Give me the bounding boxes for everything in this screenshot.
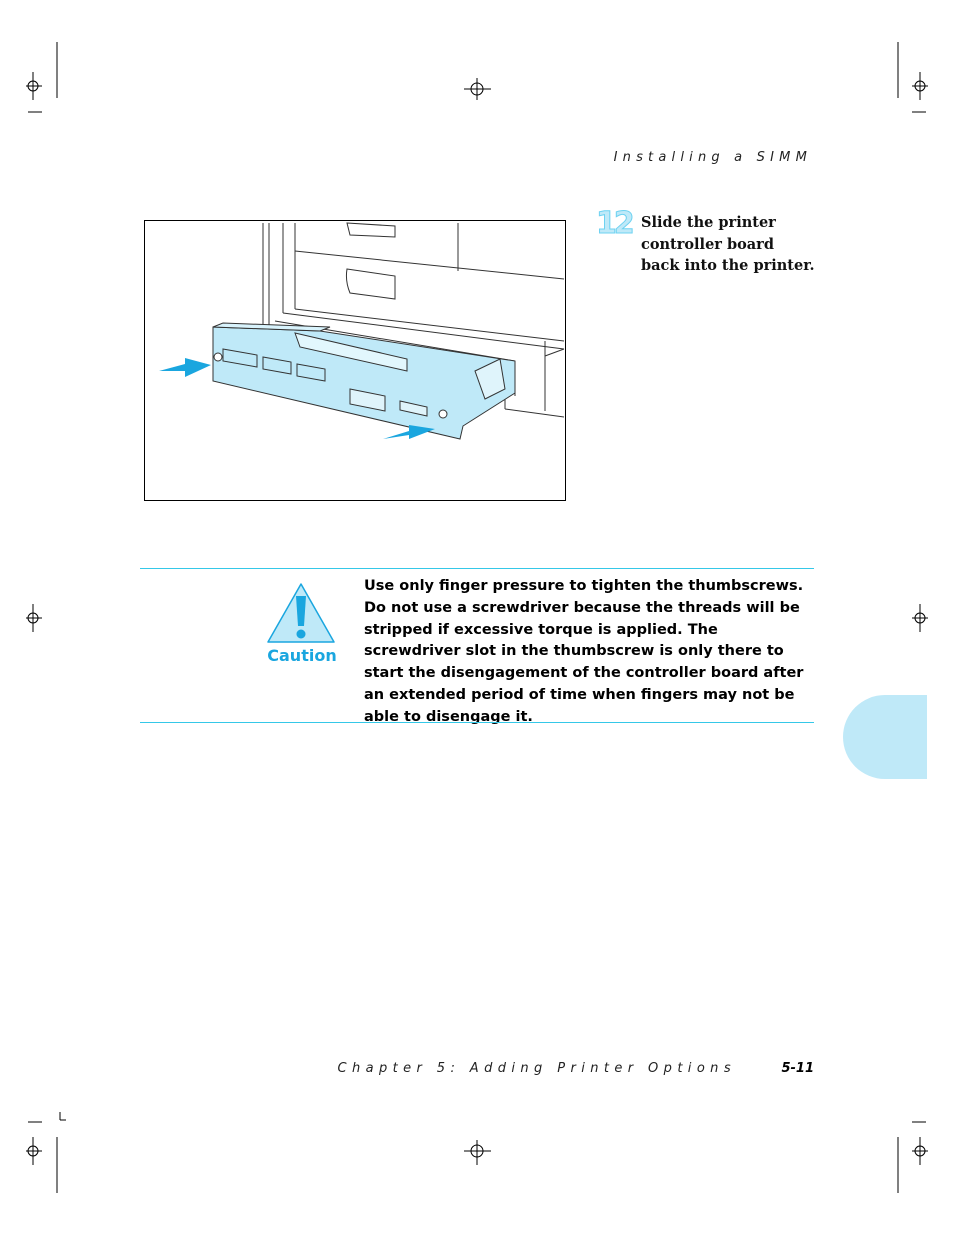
caution-top-rule xyxy=(140,568,814,569)
page-number: 5-11 xyxy=(781,1061,814,1076)
caution-label: Caution xyxy=(267,646,337,665)
step-number: 12 xyxy=(596,206,632,241)
exclamation-triangle-icon xyxy=(266,582,336,644)
running-footer: Chapter 5: Adding Printer Options xyxy=(337,1061,736,1076)
step-instruction: Slide the printer controller board back into the printer. xyxy=(641,214,815,274)
running-header: Installing a SIMM xyxy=(613,150,812,165)
printer-illustration xyxy=(144,220,566,501)
caution-text: Use only finger pressure to tighten the thumbscrews. Do not use a screwdriver because the threads will be stripped if excessive torque is applied. The screwdriver slot in the thumbscrew is only there to start the disengagement of the controller board after an extended period of time when fingers may not be able to disengage it. xyxy=(364,578,804,725)
caution-bottom-rule xyxy=(140,722,814,723)
chapter-tab xyxy=(843,695,927,779)
